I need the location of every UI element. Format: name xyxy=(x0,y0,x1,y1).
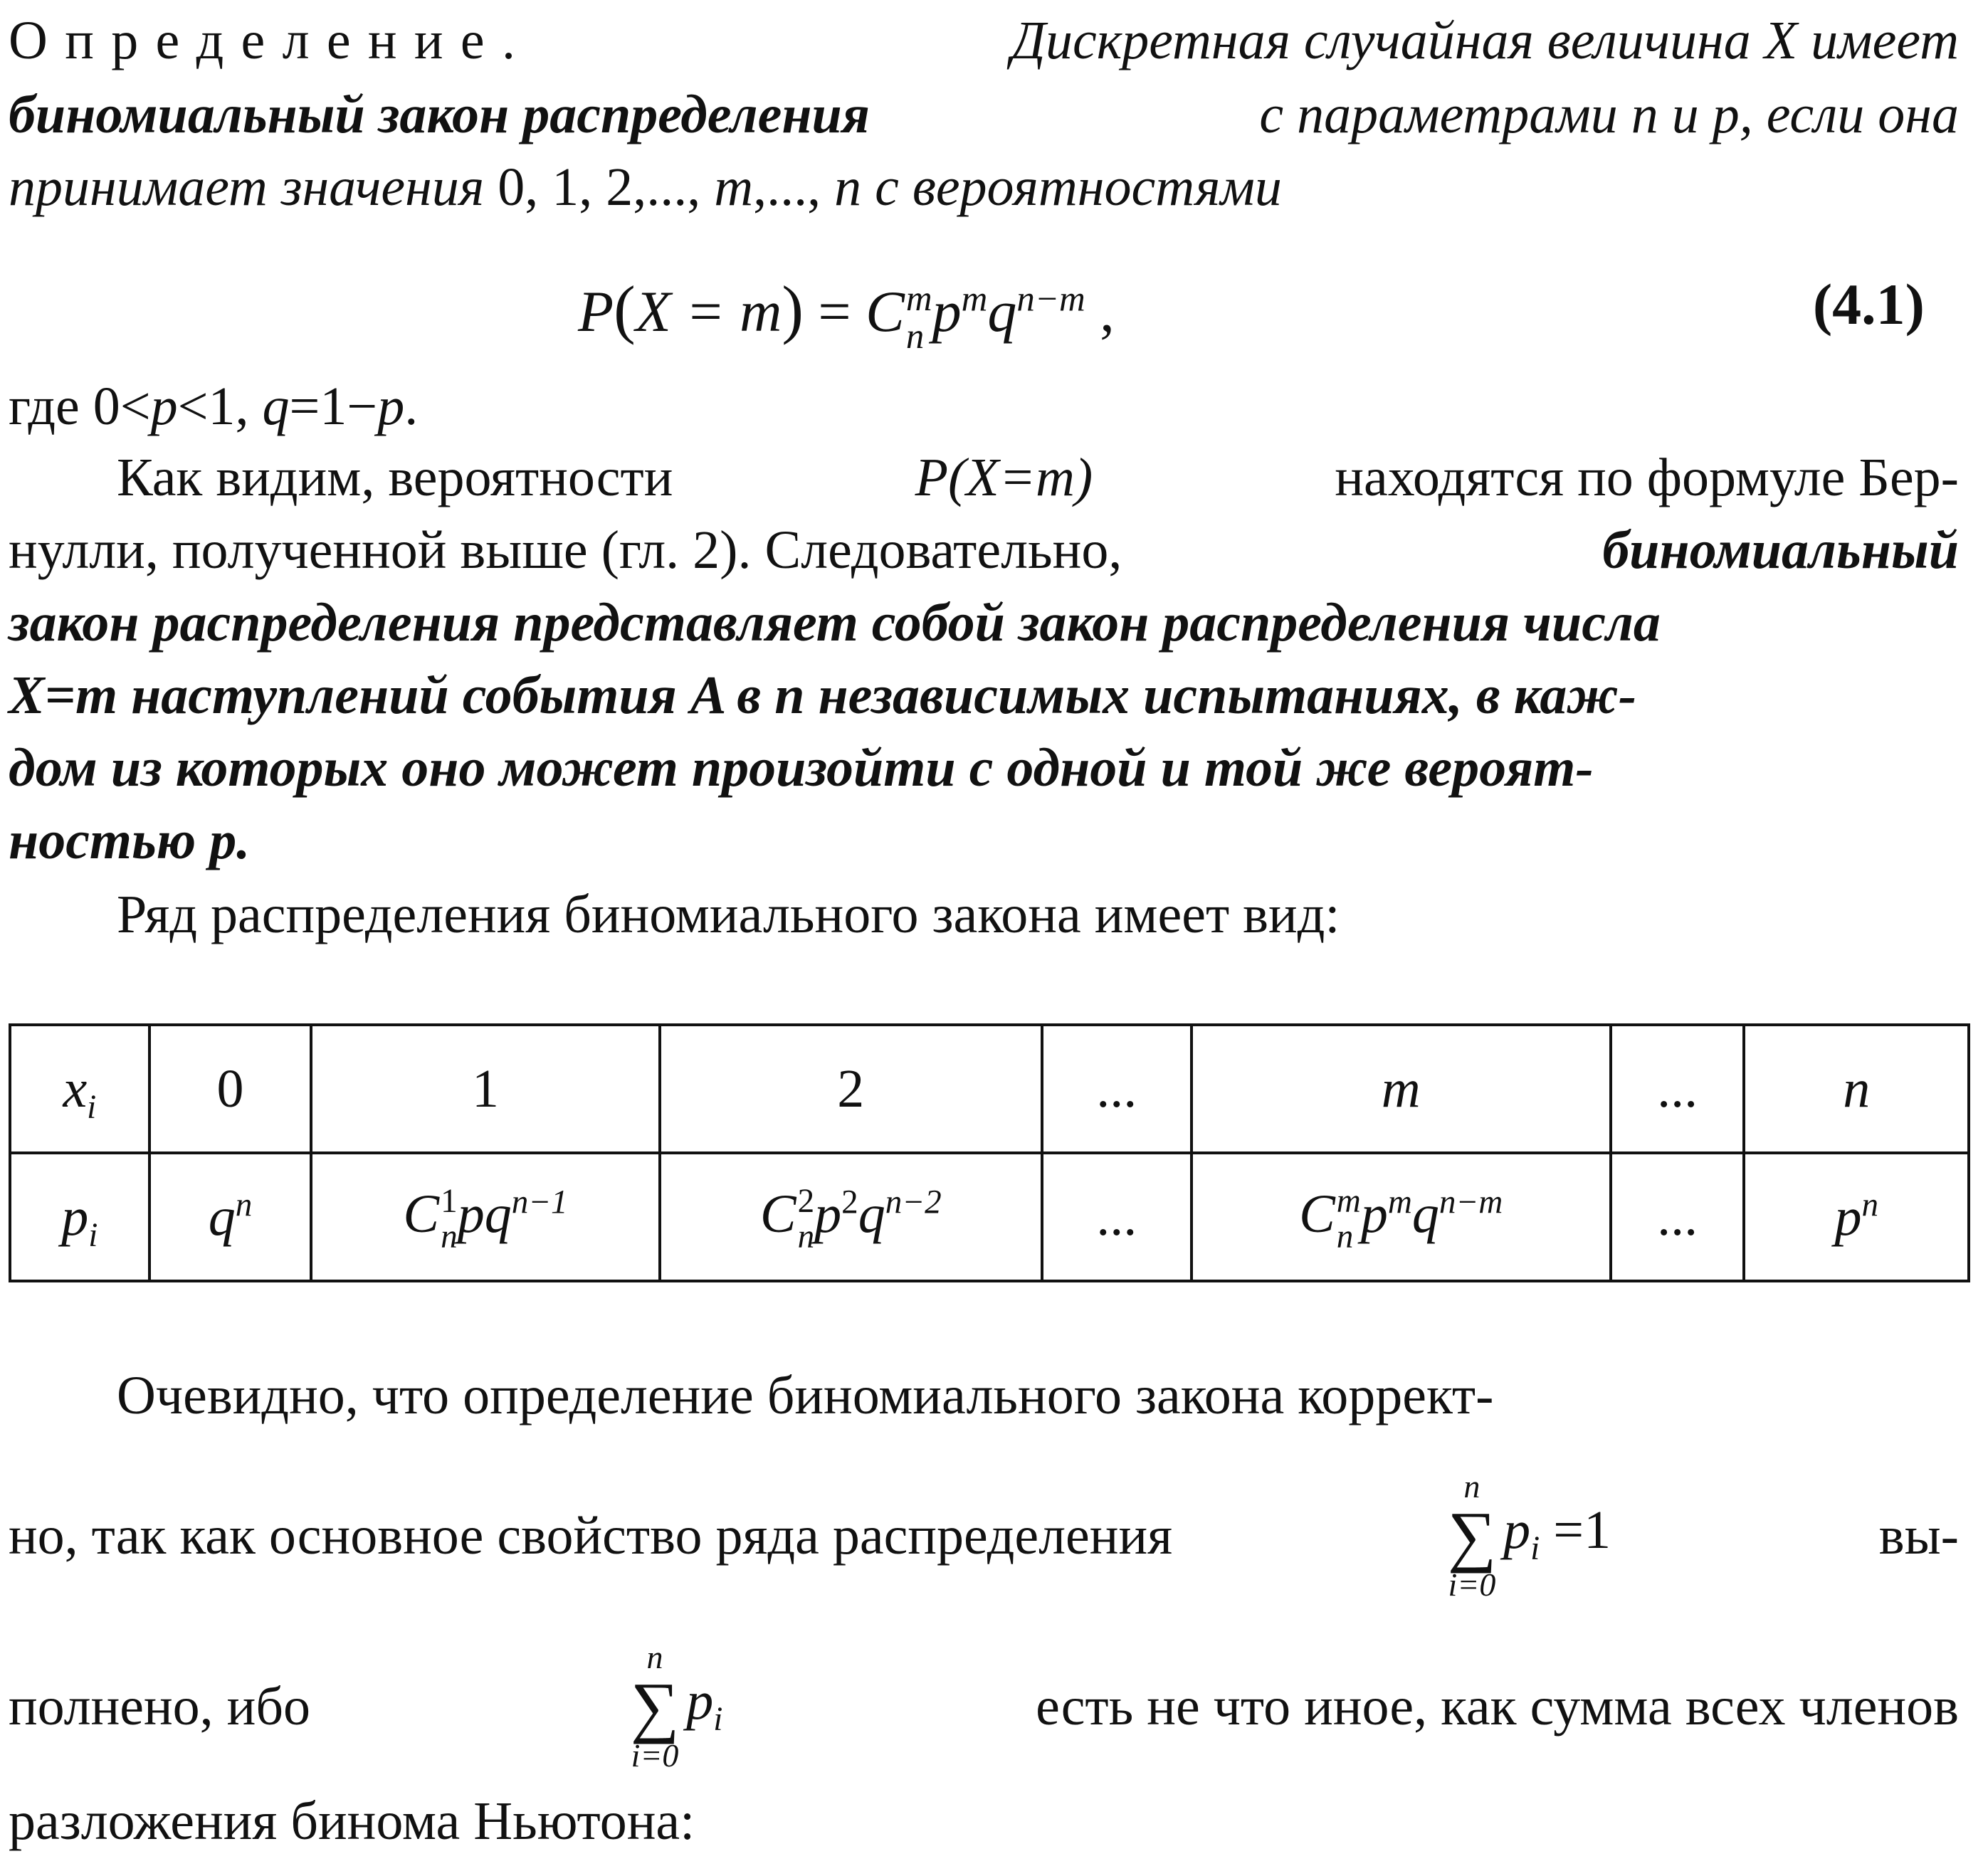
table-cell xyxy=(660,1153,1042,1281)
definition-term-bold: биномиальный закон распределения xyxy=(9,85,870,144)
formula-eq: = xyxy=(818,279,851,344)
sum-sigma: ∑ xyxy=(1447,1497,1497,1574)
paragraph1-line-3: закон распределения представляет собой закон распределения числа xyxy=(9,593,1661,653)
cell-c: C xyxy=(1299,1184,1335,1244)
sum-operator-1 xyxy=(1448,1470,1496,1601)
cell-q-sup: n−m xyxy=(1439,1184,1503,1221)
paragraph1-text-1a: Как видим, вероятности xyxy=(117,448,673,507)
table-header-x-sub: i xyxy=(87,1088,97,1126)
table-header-p-symbol: p xyxy=(61,1186,89,1247)
paragraph1-line-6: ностью p. xyxy=(9,811,251,870)
paragraph1-line-1 xyxy=(9,443,1959,513)
paragraph3-line-2 xyxy=(9,1465,1959,1607)
cell-c-sub: n xyxy=(441,1218,458,1255)
definition-label: Определение. xyxy=(9,11,533,70)
cell-p-sup: n xyxy=(1861,1186,1879,1224)
formula-c: C xyxy=(866,279,905,344)
cell-c-scripts xyxy=(441,1184,458,1255)
paragraph1-line-4: X=m наступлений события A в n независимых испытаниях, в каж- xyxy=(9,665,1637,725)
table-cell: 2 xyxy=(660,1025,1042,1153)
where-text-d: . xyxy=(404,376,419,436)
cell-q-sup: n−2 xyxy=(885,1184,942,1221)
paragraph3-line-3 xyxy=(9,1635,1959,1778)
paragraph1-formula: P(X=m) xyxy=(915,448,1093,507)
definition-line-1 xyxy=(9,6,1959,76)
paragraph1-line-5: дом из которых оно может произойти с одной и той же вероят- xyxy=(9,738,1594,798)
formula-tail: , xyxy=(1100,279,1115,344)
table-cell xyxy=(311,1153,659,1281)
distribution-table xyxy=(9,1023,1970,1282)
table-row-values xyxy=(10,1025,1969,1153)
paragraph1-text-2b: биномиальный xyxy=(1602,520,1959,580)
table-cell: ... xyxy=(1611,1153,1745,1281)
cell-c-sup: m xyxy=(1336,1183,1361,1221)
definition-values-dots: ,..., xyxy=(753,157,835,217)
cell-c-sup: 1 xyxy=(441,1183,458,1221)
cell-c-sub: n xyxy=(1336,1218,1354,1255)
where-q: q xyxy=(262,376,290,436)
paragraph3-text-2a: но, так как основное свойство ряда распределения xyxy=(9,1505,1173,1566)
table-cell: ... xyxy=(1042,1025,1192,1153)
sum-term-sub: i xyxy=(1530,1530,1540,1568)
sum-term: p xyxy=(1503,1500,1531,1561)
definition-text-3b: с вероятностями xyxy=(875,157,1282,217)
table-cell: 1 xyxy=(311,1025,659,1153)
where-text-a: где 0< xyxy=(9,376,151,436)
definition-line-2 xyxy=(9,80,1959,150)
definition-line-3 xyxy=(9,152,1959,223)
where-p: p xyxy=(150,376,178,436)
table-cell: 0 xyxy=(149,1025,312,1153)
sum-upper-limit: n xyxy=(646,1639,663,1676)
table-cell: m xyxy=(1192,1025,1611,1153)
table-header-x xyxy=(10,1025,149,1153)
sum-lower-limit: i=0 xyxy=(631,1736,679,1774)
table-cell: n xyxy=(1744,1025,1969,1153)
cell-c-scripts xyxy=(798,1184,815,1255)
where-p2: p xyxy=(377,376,405,436)
formula-4-1 xyxy=(578,267,1115,356)
paragraph3-line-1: Очевидно, что определение биномиального закона коррект- xyxy=(117,1366,1494,1425)
formula-lhs: P xyxy=(578,279,614,344)
sum-expression-2 xyxy=(624,1639,723,1774)
formula-p: p xyxy=(932,279,962,344)
cell-pq: pq xyxy=(457,1184,512,1244)
table-header-p-sub: i xyxy=(88,1216,98,1254)
cell-c: C xyxy=(759,1184,796,1244)
formula-p-sup: m xyxy=(961,278,988,319)
table-cell xyxy=(149,1153,312,1281)
where-text-c: =1− xyxy=(289,376,378,436)
paragraph1-line-2 xyxy=(9,515,1959,586)
sum-sigma: ∑ xyxy=(630,1668,680,1745)
cell-p: p xyxy=(1360,1184,1388,1244)
cell-p-sup: 2 xyxy=(841,1184,858,1221)
formula-close-paren: ) xyxy=(782,273,804,345)
sum-equals-one: =1 xyxy=(1553,1500,1611,1561)
cell-c-scripts xyxy=(1337,1184,1361,1255)
table-cell xyxy=(1744,1153,1969,1281)
formula-c-sup: m xyxy=(905,278,932,318)
paragraph1-text-2a: нулли, полученной выше (гл. 2). Следовательно, xyxy=(9,520,1122,580)
table-header-x-symbol: x xyxy=(63,1058,88,1119)
formula-c-sub: n xyxy=(905,316,925,357)
cell-c-sub: n xyxy=(797,1218,815,1255)
definition-value-n: n xyxy=(834,157,862,217)
cell-p-sup: m xyxy=(1387,1184,1412,1221)
equation-number: (4.1) xyxy=(1812,272,1925,337)
paragraph3-text-2b: вы- xyxy=(1878,1505,1959,1566)
table-header-p xyxy=(10,1153,149,1281)
definition-value-m: m xyxy=(714,157,754,217)
formula-arg: X = m xyxy=(635,279,782,344)
paragraph1-text-1b: находятся по формуле Бер- xyxy=(1335,448,1959,507)
table-row-probabilities xyxy=(10,1153,1969,1281)
definition-values: 0, 1, 2,..., xyxy=(498,157,715,217)
definition-text-2: с параметрами n и p, если она xyxy=(1259,85,1959,144)
sum-upper-limit: n xyxy=(1463,1468,1481,1505)
cell-p: p xyxy=(1834,1186,1862,1247)
cell-q: q xyxy=(1411,1184,1439,1244)
paragraph3-text-3a: полнено, ибо xyxy=(9,1676,311,1736)
table-cell: ... xyxy=(1611,1025,1745,1153)
where-line xyxy=(9,371,1959,442)
cell-c-sup: 2 xyxy=(797,1183,815,1221)
cell-c: C xyxy=(403,1184,440,1244)
formula-open-paren: ( xyxy=(614,273,636,345)
sum-term: p xyxy=(686,1671,714,1732)
table-cell: ... xyxy=(1042,1153,1192,1281)
cell-p: p xyxy=(814,1184,842,1244)
sum-term-sub: i xyxy=(713,1701,723,1739)
cell-pq-sup: n−1 xyxy=(511,1184,568,1221)
sum-lower-limit: i=0 xyxy=(1448,1566,1496,1603)
where-text-b: <1, xyxy=(177,376,263,436)
cell-q: q xyxy=(858,1184,885,1244)
definition-text-3a: принимает значения xyxy=(9,157,485,217)
cell-q-sup: n xyxy=(235,1186,253,1224)
table-cell xyxy=(1192,1153,1611,1281)
formula-c-scripts xyxy=(906,280,932,356)
formula-q-sup: n−m xyxy=(1016,278,1085,319)
cell-q: q xyxy=(208,1186,236,1247)
formula-q: q xyxy=(987,279,1017,344)
definition-text-1: Дискретная случайная величина X имеет xyxy=(1011,11,1959,70)
paragraph3-line-4: разложения бинома Ньютона: xyxy=(9,1791,695,1851)
paragraph2: Ряд распределения биномиального закона имеет вид: xyxy=(117,885,1340,944)
sum-expression-1 xyxy=(1441,1470,1611,1601)
sum-operator-2 xyxy=(630,1639,680,1774)
paragraph3-text-3b: есть не что иное, как сумма всех членов xyxy=(1036,1676,1959,1736)
